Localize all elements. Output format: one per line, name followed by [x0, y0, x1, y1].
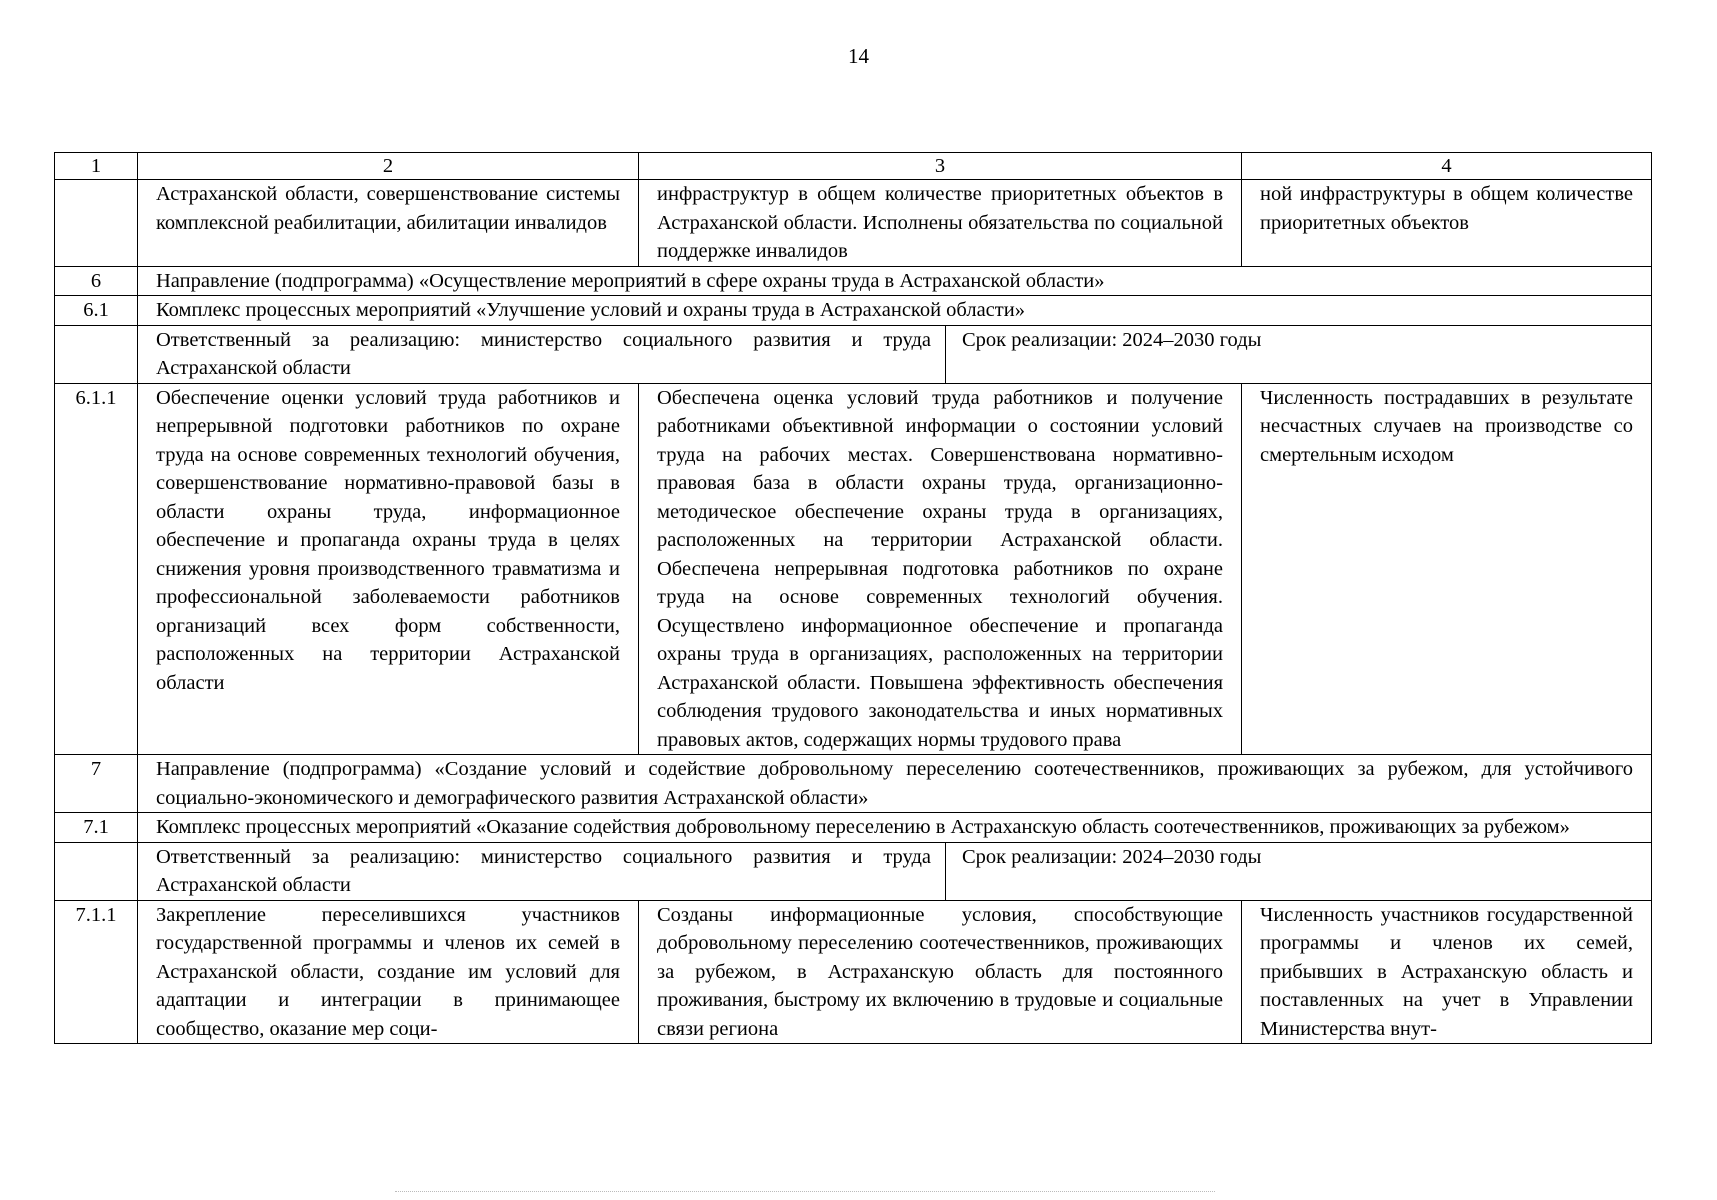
- responsible-row: [55, 325, 1652, 383]
- row-number: 7.1.1: [55, 900, 138, 1044]
- header-cell-4: 4: [1242, 153, 1652, 180]
- task-cell: Закрепление переселившихся участников государственной программы и членов их семей в Астраханской области, создание им условий для адаптации и интеграции в принимающее сообщество, оказание мер соци-: [138, 900, 639, 1044]
- row-number: 7.1: [55, 813, 138, 843]
- section-row: [55, 266, 1652, 296]
- responsible-cell: [138, 842, 1652, 900]
- row-number: [55, 842, 138, 900]
- row-number: [55, 325, 138, 383]
- header-cell-2: 2: [138, 153, 639, 180]
- term-text: Срок реализации: 2024–2030 годы: [962, 328, 1262, 351]
- page-number: 14: [848, 44, 869, 68]
- subsection-title: Комплекс процессных мероприятий «Оказание содействия добровольному переселению в Астраханскую область соотечественников, проживающих за рубежом»: [138, 813, 1652, 843]
- indicator-cell: Численность участников государственной программы и членов их семей, прибывших в Астраханскую область и поставленных на учет в Управлении Министерства внут-: [1242, 900, 1652, 1044]
- result-cell: Обеспечена оценка условий труда работников и получение работниками объективной информации о состоянии условий труда на рабочих местах. Совершенствована нормативно-правовая база в области охраны труда, организационно-методическое обеспечение охраны труда в организациях, расположенных на территории Астраханской области. Обеспечена непрерывная подготовка работников по охране труда на основе современных технологий обучения. Осуществлено информационное обеспечение и пропаганда охраны труда в организациях, расположенных на территории Астраханской области. Повышена эффективность обеспечения соблюдения трудового законодательства и иных нормативных правовых актов, содержащих нормы трудового права: [639, 383, 1242, 755]
- header-cell-3: 3: [639, 153, 1242, 180]
- section-row: [55, 755, 1652, 813]
- table-header-row: [55, 153, 1652, 180]
- section-title: Направление (подпрограмма) «Осуществление мероприятий в сфере охраны труда в Астраханской области»: [138, 266, 1652, 296]
- row-number: 6.1: [55, 296, 138, 326]
- subsection-row: [55, 296, 1652, 326]
- task-cell: Обеспечение оценки условий труда работников и непрерывной подготовки работников по охране труда на основе современных технологий обучения, совершенствование нормативно-правовой базы в области охраны труда, информационное обеспечение и пропаганда охраны труда в целях снижения уровня производственного травматизма и профессиональной заболеваемости работников организаций всех форм собственности, расположенных на территории Астраханской области: [138, 383, 639, 755]
- row-number: 7: [55, 755, 138, 813]
- indicator-cell: ной инфраструктуры в общем количестве приоритетных объектов: [1242, 180, 1652, 267]
- responsible-row: [55, 842, 1652, 900]
- result-cell: Созданы информационные условия, способствующие добровольному переселению соотечественников, проживающих за рубежом, в Астраханскую область для постоянного проживания, быстрому их включению в трудовые и социальные связи региона: [639, 900, 1242, 1044]
- header-cell-1: 1: [55, 153, 138, 180]
- scan-artifact-line: [395, 1191, 1215, 1193]
- term-text: Срок реализации: 2024–2030 годы: [962, 845, 1262, 868]
- indicator-cell: Численность пострадавших в результате несчастных случаев на производстве со смертельным исходом: [1242, 383, 1652, 755]
- row-number: 6.1.1: [55, 383, 138, 755]
- table-row: [55, 900, 1652, 1044]
- section-title: Направление (подпрограмма) «Создание условий и содействие добровольному переселению соотечественников, проживающих за рубежом, для устойчивого социально-экономического и демографического развития Астраханской области»: [138, 755, 1652, 813]
- table-row: [55, 383, 1652, 755]
- task-cell: Астраханской области, совершенствование системы комплексной реабилитации, абилитации инвалидов: [138, 180, 639, 267]
- responsible-text: Ответственный за реализацию: министерство социального развития и труда Астраханской области: [156, 843, 946, 900]
- subsection-row: [55, 813, 1652, 843]
- row-number: 6: [55, 266, 138, 296]
- subsection-title: Комплекс процессных мероприятий «Улучшение условий и охраны труда в Астраханской области»: [138, 296, 1652, 326]
- program-table: [54, 152, 1652, 1044]
- row-number: [55, 180, 138, 267]
- responsible-cell: [138, 325, 1652, 383]
- table-row: [55, 180, 1652, 267]
- result-cell: инфраструктур в общем количестве приоритетных объектов в Астраханской области. Исполнены обязательства по социальной поддержке инвалидов: [639, 180, 1242, 267]
- responsible-text: Ответственный за реализацию: министерство социального развития и труда Астраханской области: [156, 326, 946, 383]
